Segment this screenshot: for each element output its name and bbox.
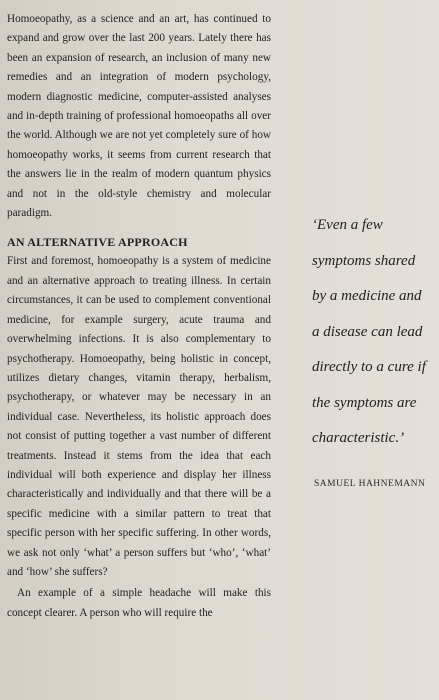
quote-line: directly to a cure if [312,359,426,375]
quote-line: a disease can lead [312,323,423,340]
section-heading: AN ALTERNATIVE APPROACH [7,235,188,250]
pull-quote [312,208,437,457]
quote-line: the symptoms are [312,394,417,411]
paragraph-intro: Homoeopathy, as a science and an art, has continued to expand and grow over the last 200 years. Lately there has been an expansion of research, an inclusion of many new remedies and an integration of modern psychology, modern diagnostic medicine, computer-assisted analyses and in-depth training of professional homoeopaths all over the world. Although we are not yet completely sure of how homoeopathy works, it seems from current research that the answers lie in the realm of modern quantum physics and not in the old-style chemistry and molecular paradigm. [7,13,271,220]
quote-line: symptoms shared [312,252,416,269]
quote-line: by a medicine and [312,288,422,304]
quote-attribution: SAMUEL HAHNEMANN [314,479,426,489]
quote-line: characteristic.’ [312,430,405,446]
paragraph-headache: An example of a simple headache will make this concept clearer. A person who will require the [7,587,271,619]
paragraph-approach: First and foremost, homoeopathy is a system of medicine and an alternative approach to treating illness. In certain circumstances, it can be used to complement conventional medicine, for example surgery, acute trauma and overwhelming infections. It is also complementary to psychotherapy. Homoeopathy, being holistic in concept, utilizes dietary changes, vitamin therapy, herbalism, psychotherapy, or whatever may be necessary in an individual case. Nevertheless, its holistic approach does not consist of putting together a vast number of different treatments. Instead it stems from the idea that each individual will both experience and display her illness characteristically and individually and that there will be a specific medicine with a similar pattern to treat that specific person with her specific suffering. In other words, we ask not only ‘what’ a person suffers but ‘who’, ‘what’ and ‘how’ she suffers? [7,255,271,578]
main-text-column [7,10,271,623]
quote-line: ‘Even a few [312,217,383,233]
